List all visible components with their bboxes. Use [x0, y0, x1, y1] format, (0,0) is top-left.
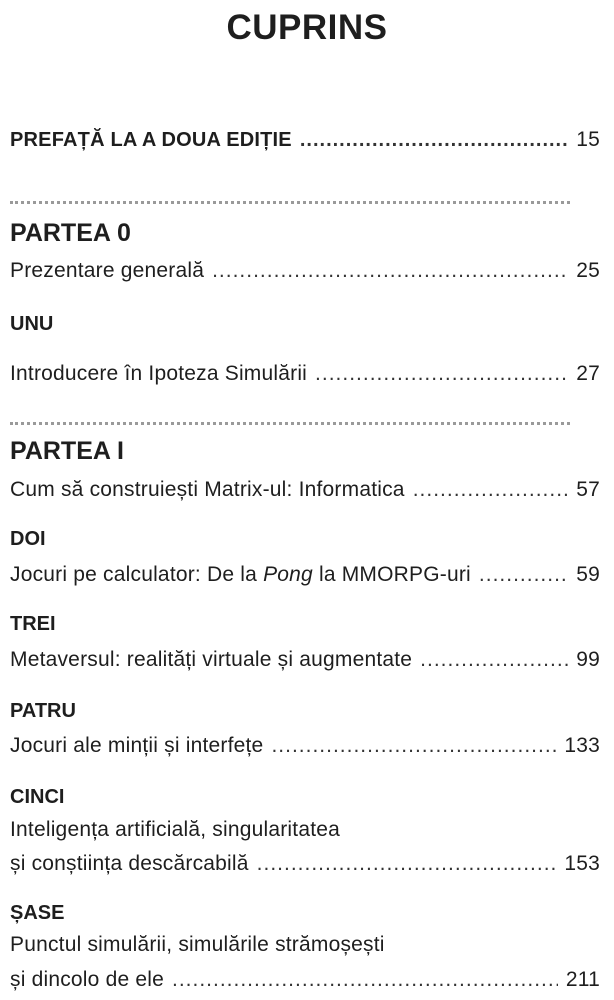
toc-entry-preface[interactable] — [10, 128, 600, 152]
dot-leader — [271, 734, 556, 758]
toc-entry[interactable] — [10, 362, 600, 386]
page-number: 211 — [565, 968, 600, 991]
dot-leader — [257, 852, 557, 876]
entry-title: Metaversul: realități virtuale și augmentate — [10, 648, 413, 671]
toc-entry[interactable] — [10, 734, 600, 758]
entry-title: Introducere în Ipoteza Simulării — [10, 362, 308, 385]
title-text: la MMORPG-uri — [312, 563, 471, 586]
dot-leader — [315, 362, 568, 386]
entry-title: PREFAȚĂ LA A DOUA EDIȚIE — [10, 129, 292, 151]
entry-title — [10, 563, 471, 587]
page-number: 15 — [576, 128, 600, 151]
toc-entry[interactable] — [10, 648, 600, 672]
entry-title-line[interactable]: Punctul simulării, simulările strămoșești — [10, 933, 385, 956]
dot-leader — [479, 563, 568, 587]
entry-title: Cum să construiești Matrix-ul: Informatica — [10, 478, 405, 501]
toc-entry[interactable] — [10, 259, 600, 283]
entry-title: Jocuri ale minții și interfețe — [10, 734, 264, 757]
title-text: Jocuri pe calculator: De la — [10, 563, 264, 586]
dot-leader — [212, 259, 568, 283]
chapter-label: CINCI — [10, 786, 65, 808]
dot-leader — [420, 648, 568, 672]
entry-title-line[interactable]: Inteligența artificială, singularitatea — [10, 818, 340, 841]
page-number: 133 — [564, 734, 600, 757]
page-title: CUPRINS — [226, 8, 388, 47]
dot-leader — [413, 478, 569, 502]
chapter-label: DOI — [10, 528, 46, 550]
chapter-label: ȘASE — [10, 902, 65, 924]
title-italic: Pong — [263, 563, 313, 586]
part-heading: PARTEA I — [10, 437, 124, 465]
entry-title: Prezentare generală — [10, 259, 205, 282]
toc-entry[interactable] — [10, 852, 600, 876]
entry-title: și dincolo de ele — [10, 968, 164, 991]
part-divider — [10, 422, 570, 425]
chapter-label: UNU — [10, 313, 54, 335]
page-number: 59 — [576, 563, 600, 586]
page-number: 57 — [576, 478, 600, 501]
chapter-label: TREI — [10, 613, 56, 635]
page-number: 25 — [576, 259, 600, 282]
chapter-label: PATRU — [10, 700, 76, 722]
toc-entry[interactable] — [10, 968, 600, 992]
dot-leader — [172, 968, 558, 992]
toc-entry[interactable] — [10, 563, 600, 587]
part-heading: PARTEA 0 — [10, 219, 131, 247]
page-number: 99 — [576, 648, 600, 671]
page-number: 153 — [564, 852, 600, 875]
part-divider — [10, 201, 570, 204]
toc-entry[interactable] — [10, 478, 600, 502]
dot-leader — [300, 129, 568, 152]
page-number: 27 — [576, 362, 600, 385]
entry-title: și conștiința descărcabilă — [10, 852, 249, 875]
